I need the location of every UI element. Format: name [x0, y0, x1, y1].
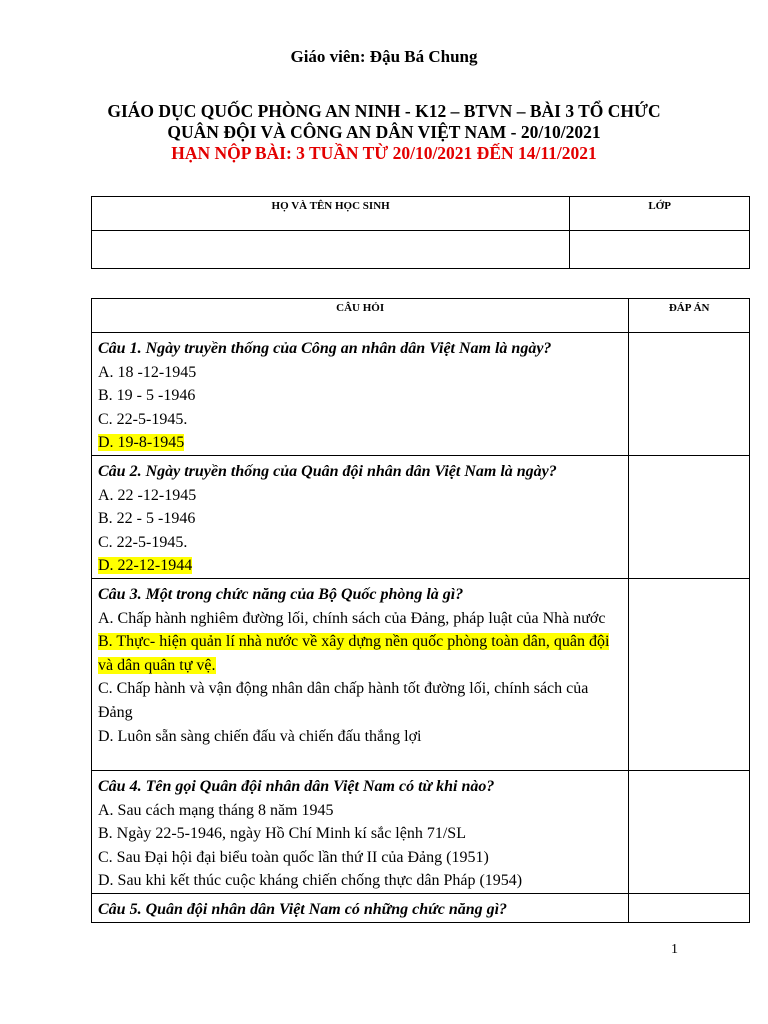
- student-info-table: [91, 196, 750, 269]
- class-header: LỚP: [570, 197, 750, 231]
- question-cell: [92, 893, 629, 922]
- option-a: A. Sau cách mạng tháng 8 năm 1945: [98, 801, 334, 819]
- document-title: [0, 101, 768, 164]
- answer-cell[interactable]: [629, 333, 750, 456]
- option-a: A. 18 -12-1945: [98, 363, 197, 381]
- question-text: Câu 3. Một trong chức năng của Bộ Quốc phòng là gì?: [98, 585, 464, 603]
- question-text: Câu 1. Ngày truyền thống của Công an nhân dân Việt Nam là ngày?: [98, 340, 552, 357]
- option-a: A. 22 -12-1945: [98, 486, 197, 504]
- question-header: CÂU HỎI: [92, 299, 629, 333]
- question-text: Câu 5. Quân đội nhân dân Việt Nam có những chức năng gì?: [98, 900, 508, 918]
- question-row: [92, 770, 750, 893]
- title-line-2: QUÂN ĐỘI VÀ CÔNG AN DÂN VIỆT NAM - 20/10/2021: [167, 122, 601, 142]
- question-text: Câu 4. Tên gọi Quân đội nhân dân Việt Nam có từ khi nào?: [98, 777, 495, 795]
- class-cell[interactable]: [570, 231, 750, 269]
- option-a: A. Chấp hành nghiêm đường lối, chính sách của Đảng, pháp luật của Nhà nước: [98, 609, 606, 627]
- question-cell: [92, 578, 629, 770]
- option-d-highlighted: D. 22-12-1944: [98, 557, 193, 575]
- question-row: [92, 333, 750, 456]
- answer-cell[interactable]: [629, 578, 750, 770]
- question-row: [92, 455, 750, 578]
- option-c: C. Chấp hành và vận động nhân dân chấp hành tốt đường lối, chính sách của Đảng: [98, 680, 589, 721]
- option-b: B. 22 - 5 -1946: [98, 510, 196, 528]
- title-line-1: GIÁO DỤC QUỐC PHÒNG AN NINH - K12 – BTVN – BÀI 3 TỔ CHỨC: [107, 101, 661, 121]
- option-d: D. Sau khi kết thúc cuộc kháng chiến chống thực dân Pháp (1954): [98, 872, 523, 890]
- question-cell: [92, 770, 629, 893]
- question-cell: [92, 333, 629, 456]
- question-text: Câu 2. Ngày truyền thống của Quân đội nhân dân Việt Nam là ngày?: [98, 462, 557, 480]
- option-c: C. Sau Đại hội đại biểu toàn quốc lần thứ II của Đảng (1951): [98, 848, 489, 866]
- question-row: [92, 578, 750, 770]
- deadline-text: HẠN NỘP BÀI: 3 TUẦN TỪ 20/10/2021 ĐẾN 14/11/2021: [171, 143, 597, 163]
- page-number: 1: [671, 942, 678, 957]
- teacher-name: Giáo viên: Đậu Bá Chung: [290, 47, 478, 66]
- option-d-highlighted: D. 19-8-1945: [98, 434, 185, 452]
- answer-cell[interactable]: [629, 770, 750, 893]
- option-c: C. 22-5-1945.: [98, 533, 188, 551]
- option-d: D. Luôn sẵn sàng chiến đấu và chiến đấu thắng lợi: [98, 727, 422, 745]
- answer-cell[interactable]: [629, 893, 750, 922]
- question-cell: [92, 455, 629, 578]
- answer-header: ĐÁP ÁN: [629, 299, 750, 333]
- option-b: B. Ngày 22-5-1946, ngày Hồ Chí Minh kí sắc lệnh 71/SL: [98, 825, 466, 843]
- option-c: C. 22-5-1945.: [98, 410, 188, 428]
- answer-cell[interactable]: [629, 455, 750, 578]
- student-name-cell[interactable]: [92, 231, 570, 269]
- question-row: [92, 893, 750, 922]
- student-name-header: HỌ VÀ TÊN HỌC SINH: [92, 197, 570, 231]
- option-b-highlighted: B. Thực- hiện quản lí nhà nước về xây dựng nền quốc phòng toàn dân, quân đội và dân quân tự vệ.: [98, 633, 610, 674]
- option-b: B. 19 - 5 -1946: [98, 387, 196, 405]
- question-table: [91, 298, 750, 923]
